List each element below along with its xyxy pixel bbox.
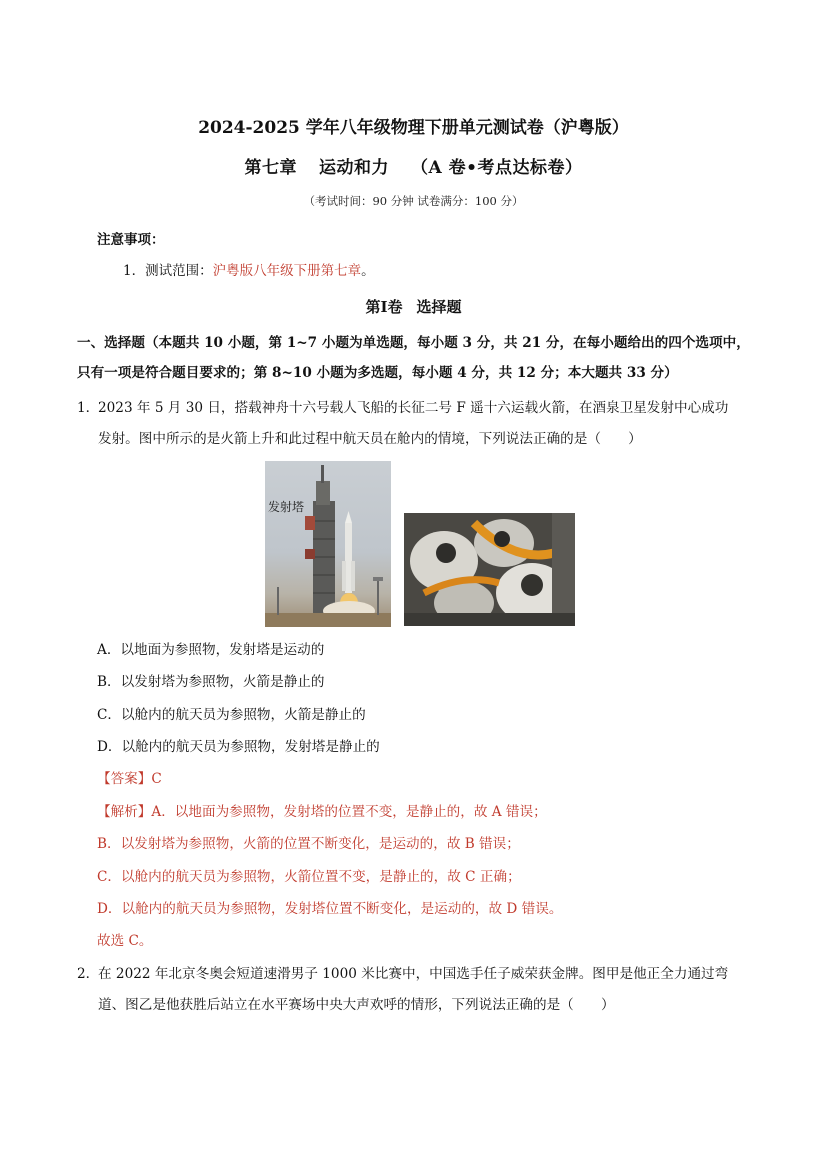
q1-option-d: D．以舱内的航天员为参照物，发射塔是静止的 — [97, 739, 380, 755]
rocket-launch-photo — [265, 461, 391, 627]
volume-name: 选择题 — [416, 298, 462, 316]
notice-item-end: 。 — [361, 263, 375, 279]
q1-option-b: B．以发射塔为参照物，火箭是静止的 — [97, 674, 325, 690]
question-2 — [77, 959, 757, 1021]
exam-info: （考试时间：90 分钟 试卷满分：100 分） — [303, 194, 524, 208]
volume-type: （A 卷•考点达标卷） — [411, 158, 583, 178]
question-text-line1: 在 2022 年北京冬奥会短道速滑男子 1000 米比赛中，中国选手任子威荣获金牌。图甲是他正全力通过弯 — [98, 966, 729, 982]
q1-conclusion: 故选 C。 — [97, 933, 153, 949]
launch-tower-label: 发射塔 — [268, 500, 305, 514]
q1-option-a: A．以地面为参照物，发射塔是运动的 — [97, 642, 325, 658]
q1-analysis-a: 【解析】A．以地面为参照物，发射塔的位置不变，是静止的，故 A 错误； — [97, 804, 547, 820]
q1-analysis-c: C．以舱内的航天员为参照物，火箭位置不变，是静止的，故 C 正确； — [97, 869, 521, 885]
question-number: 1． — [77, 400, 100, 416]
q1-answer: 【答案】C — [97, 771, 162, 787]
volume-number: 第Ⅰ卷 — [365, 298, 403, 316]
chapter-number: 第七章 — [244, 158, 297, 178]
question-1 — [77, 393, 757, 455]
document-title: 2024-2025 学年八年级物理下册单元测试卷（沪粤版） — [198, 118, 629, 138]
question-text-line1: 2023 年 5 月 30 日，搭载神舟十六号载人飞船的长征二号 F 遥十六运载火箭，在酒泉卫星发射中心成功 — [98, 400, 729, 416]
q1-analysis-b: B．以发射塔为参照物，火箭的位置不断变化，是运动的，故 B 错误； — [97, 836, 520, 852]
notice-item-value: 沪粤版八年级下册第七章 — [212, 263, 362, 279]
chapter-name: 运动和力 — [319, 158, 389, 178]
section-instructions: 一、选择题（本题共 10 小题，第 1~7 小题为单选题，每小题 3 分，共 21 分，在每小题给出的四个选项中，只有一项是符合题目要求的；第 8~10 小题为多选题，每小题 4 分，共 12 分；本大题共 33 分） — [77, 335, 750, 381]
q1-analysis-d: D．以舱内的航天员为参照物，发射塔位置不断变化，是运动的，故 D 错误。 — [97, 901, 563, 917]
section-volume-title — [0, 296, 827, 317]
chapter-title — [0, 153, 827, 178]
question-text-line2: 道、图乙是他获胜后站立在水平赛场中央大声欢呼的情形，下列说法正确的是（ ） — [98, 997, 615, 1013]
q1-option-c: C．以舱内的航天员为参照物，火箭是静止的 — [97, 707, 366, 723]
notice-item — [123, 259, 375, 279]
notice-heading: 注意事项： — [97, 232, 165, 248]
question-number: 2． — [77, 966, 100, 982]
astronauts-cabin-photo — [404, 513, 575, 626]
question-text-line2: 发射。图中所示的是火箭上升和此过程中航天员在舱内的情境，下列说法正确的是（ ） — [98, 431, 642, 447]
notice-item-prefix: 1．测试范围： — [123, 263, 213, 279]
